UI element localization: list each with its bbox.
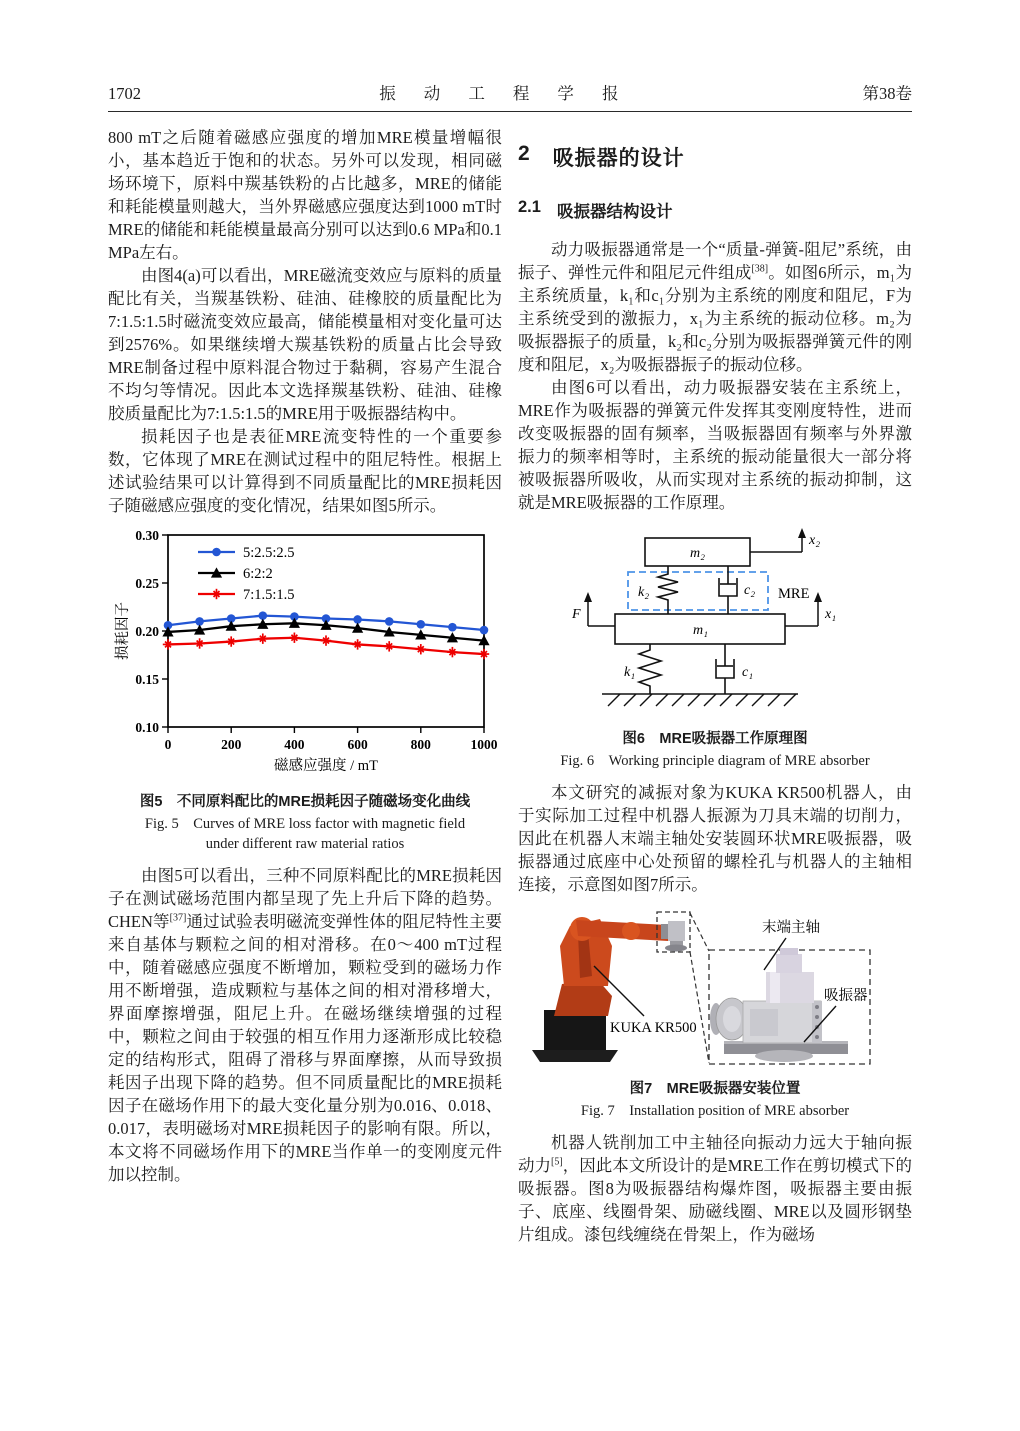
marker-star xyxy=(289,633,299,643)
marker-circle xyxy=(448,623,457,632)
subsection-heading xyxy=(518,198,912,222)
x2-arrow xyxy=(750,528,806,552)
label-F: F xyxy=(572,607,581,622)
ground-symbol xyxy=(602,694,798,706)
chart-text: 600 xyxy=(347,737,368,752)
paragraph: 由图4(a)可以看出，MRE磁流变效应与原料的质量配比有关，当羰基铁粉、硅油、硅橡胶的质量配比为7:1.5:1.5时磁流变效应最高，储能模量相对变化量可达到2576%。如果继续增大羰基铁粉的质量占比会导致MRE制备过程中原料混合物过于黏稠，容易产生混合不均匀等情况。因此本文选择羰基铁粉、硅油、硅橡胶质量配比为7:1.5:1.5的MRE用于吸振器结构中。 xyxy=(108,266,502,423)
chart-text: 200 xyxy=(221,737,242,752)
caption-zh: 图5 不同原料配比的MRE损耗因子随磁场变化曲线 xyxy=(139,794,471,810)
fig5-chart xyxy=(112,525,498,779)
marker-star xyxy=(258,633,268,643)
figure-6 xyxy=(518,526,912,723)
figure-7-caption xyxy=(518,1077,912,1121)
figure-6-caption xyxy=(518,727,912,771)
paragraph xyxy=(108,864,502,1186)
zoom-line-top xyxy=(690,913,709,951)
marker-star xyxy=(226,636,236,646)
chart-text: 磁感应强度 / mT xyxy=(274,758,378,774)
label-k1: k₁ xyxy=(624,665,636,680)
page-header xyxy=(108,80,912,104)
chart-text: 损耗因子 xyxy=(115,602,131,660)
chart-text: 400 xyxy=(284,737,305,752)
page-number: 1702 xyxy=(108,84,141,103)
chart-text: 0 xyxy=(164,737,172,752)
figure-7 xyxy=(518,904,912,1075)
volume-label: 第38卷 xyxy=(862,84,912,103)
left-column xyxy=(108,126,502,1246)
section-title: 吸振器的设计 xyxy=(552,147,685,170)
chart-text: 0.20 xyxy=(135,624,159,639)
label-kuka: KUKA KR500 xyxy=(610,1020,697,1036)
fig7-image xyxy=(518,904,912,1070)
label-c1: c₁ xyxy=(742,665,754,680)
label-mre: MRE xyxy=(778,586,810,602)
spring-k2 xyxy=(658,566,678,614)
marker-circle xyxy=(385,617,394,626)
section-number: 2 xyxy=(518,142,531,165)
label-absorber: 吸振器 xyxy=(824,988,868,1004)
caption-en: Fig. 7 Installation position of MRE absorber xyxy=(580,1103,850,1119)
label-x1: x₁ xyxy=(825,607,837,622)
marker-circle xyxy=(259,611,268,620)
label-m2: m₂ xyxy=(690,546,705,561)
chart-text: 800 xyxy=(410,737,431,752)
chart-text: 6:2:2 xyxy=(243,566,273,582)
journal-title: 振 动 工 程 学 报 xyxy=(379,84,625,103)
caption-en: Fig. 5 Curves of MRE loss factor with magnetic field under different raw material ratios xyxy=(144,816,466,852)
caption-zh: 图7 MRE吸振器安装位置 xyxy=(629,1081,801,1097)
marker-circle xyxy=(417,620,426,629)
marker-star xyxy=(352,639,362,649)
marker-star xyxy=(384,641,394,651)
text-run: ，因此本文所设计的是MRE工作在剪切模式下的吸振器。图8为吸振器结构爆炸图，吸振器主要由振子、底座、线圈骨架、励磁线圈、MRE以及圆形钢垫片组成。漆包线缠绕在骨架上，作为磁场 xyxy=(518,1156,912,1244)
marker-star xyxy=(194,638,204,648)
paragraph xyxy=(518,1131,912,1246)
marker-circle xyxy=(353,615,362,624)
marker-circle xyxy=(212,548,221,557)
label-x2: x₂ xyxy=(809,533,821,548)
subsection-number: 2.1 xyxy=(518,198,541,216)
citation-ref: [5] xyxy=(551,1156,563,1168)
paragraph: 本文研究的减振对象为KUKA KR500机器人，由于实际加工过程中机器人振源为刀具末端的切削力，因此在机器人末端主轴处安装圆环状MRE吸振器，吸振器通过底座中心处预留的螺栓孔与机器人的主轴相连接，示意图如图7所示。 xyxy=(518,783,912,894)
citation-ref: [37] xyxy=(169,912,187,924)
label-k2: k₂ xyxy=(638,585,650,600)
two-column-layout xyxy=(108,126,912,1246)
text-run: 通过试验表明磁流变弹性体的阻尼特性主要来自基体与颗粒之间的相对滑移。在0～400 mT过程中，随着磁感应强度不断增加，颗粒受到的磁场力作用不断增强，造成颗粒与基体之间的相对滑移增大，界面摩擦增强，阻尼上升。在磁场继续增强的过程中，颗粒之间由于较强的相互作用力逐渐形成比较稳定的结构形式，阻碍了滑移与界面摩擦，从而导致损耗因子出现下降的趋势。但不同质量配比的MRE损耗因子在磁场作用下的最大变化量分别为0.016、0.018、0.017，表明磁场对MRE损耗因子的影响有限。所以，本文将不同磁场作用下的MRE当作单一的变刚度元件加以控制。 xyxy=(108,912,503,1184)
text-run: 动力吸振器通常是一个“质量-弹簧-阻尼”系统，由振子、弹性元件和阻尼元件组成 xyxy=(518,240,912,282)
label-c2: c₂ xyxy=(744,583,756,598)
paragraph xyxy=(518,238,912,376)
chart-text: 0.15 xyxy=(135,672,159,687)
spring-k1 xyxy=(639,644,661,694)
caption-en: Fig. 6 Working principle diagram of MRE absorber xyxy=(560,753,870,769)
kuka-robot xyxy=(554,917,668,1016)
marker-circle xyxy=(480,626,489,635)
paragraph: 800 mT之后随着磁感应强度的增加MRE模量增幅很小，基本趋近于饱和的状态。另外可以发现，相同磁场环境下，原料中羰基铁粉的占比越多，MRE的储能和耗能模量则越大，当外界磁感应强度达到1000 mT时MRE的储能和耗能模量最高分别可以达到0.6 MPa和0.1 MPa左右。 xyxy=(108,128,502,262)
section-heading xyxy=(518,142,912,172)
subsection-title: 吸振器结构设计 xyxy=(556,203,673,221)
damper-c2 xyxy=(719,566,737,614)
citation-ref: [38] xyxy=(751,263,769,275)
text-run: 。如图6所示，m₁为主系统质量，k₁和c₁分别为主系统的刚度和阻尼，F为主系统受到的激振力，x₁为主系统的振动位移。m₂为吸振器振子的质量，k₂和c₂分别为吸振器弹簧元件的刚度和阻尼，x₂为吸振器振子的振动位移。 xyxy=(518,263,913,374)
zoom-line-bottom xyxy=(690,952,709,1063)
figure-5-caption xyxy=(108,790,502,854)
label-spindle: 末端主轴 xyxy=(762,920,820,936)
marker-star xyxy=(479,649,489,659)
caption-zh: 图6 MRE吸振器工作原理图 xyxy=(622,731,808,747)
header-divider xyxy=(108,111,912,112)
figure-5 xyxy=(108,525,502,784)
fig6-diagram xyxy=(550,526,880,718)
marker-circle xyxy=(195,617,204,626)
marker-star xyxy=(321,635,331,645)
marker-star xyxy=(211,589,221,599)
end-effector xyxy=(661,921,687,952)
damper-c1 xyxy=(716,644,734,694)
force-arrow xyxy=(584,592,615,626)
marker-star xyxy=(416,644,426,654)
chart-text: 0.25 xyxy=(135,576,159,591)
chart-text: 0.30 xyxy=(135,528,159,543)
marker-star xyxy=(163,639,173,649)
axis-frame xyxy=(168,535,484,727)
chart-text: 7:1.5:1.5 xyxy=(243,587,295,603)
right-column xyxy=(518,126,912,1246)
paragraph: 由图6可以看出，动力吸振器安装在主系统上，MRE作为吸振器的弹簧元件发挥其变刚度特性，进而改变吸振器的固有频率，当吸振器固有频率与外界激振力的频率相等时，主系统的振动能量很大一部分将被吸振器所吸收，从而实现对主系统的振动抑制，这就是MRE吸振器的工作原理。 xyxy=(518,378,912,512)
text-run: 机器人铣削加工中主轴径向振动力远大于轴向振动力 xyxy=(518,1133,912,1175)
paragraph: 损耗因子也是表征MRE流变特性的一个重要参数，它体现了MRE在测试过程中的阻尼特性。根据上述试验结果可以计算得到不同质量配比的MRE损耗因子随磁感应强度的变化情况，结果如图5所示。 xyxy=(108,427,502,515)
robot-base xyxy=(532,1010,618,1062)
label-m1: m₁ xyxy=(693,623,708,638)
chart-text: 1000 xyxy=(470,737,498,752)
chart-text: 5:2.5:2.5 xyxy=(243,545,295,561)
marker-star xyxy=(447,647,457,657)
chart-text: 0.10 xyxy=(135,720,159,735)
text-run: 由图5可以看出，三种不同原料配比的MRE损耗因子在测试磁场范围内都呈现了先上升后下降的趋势。CHEN等 xyxy=(108,866,502,931)
spindle-assembly xyxy=(710,948,848,1062)
